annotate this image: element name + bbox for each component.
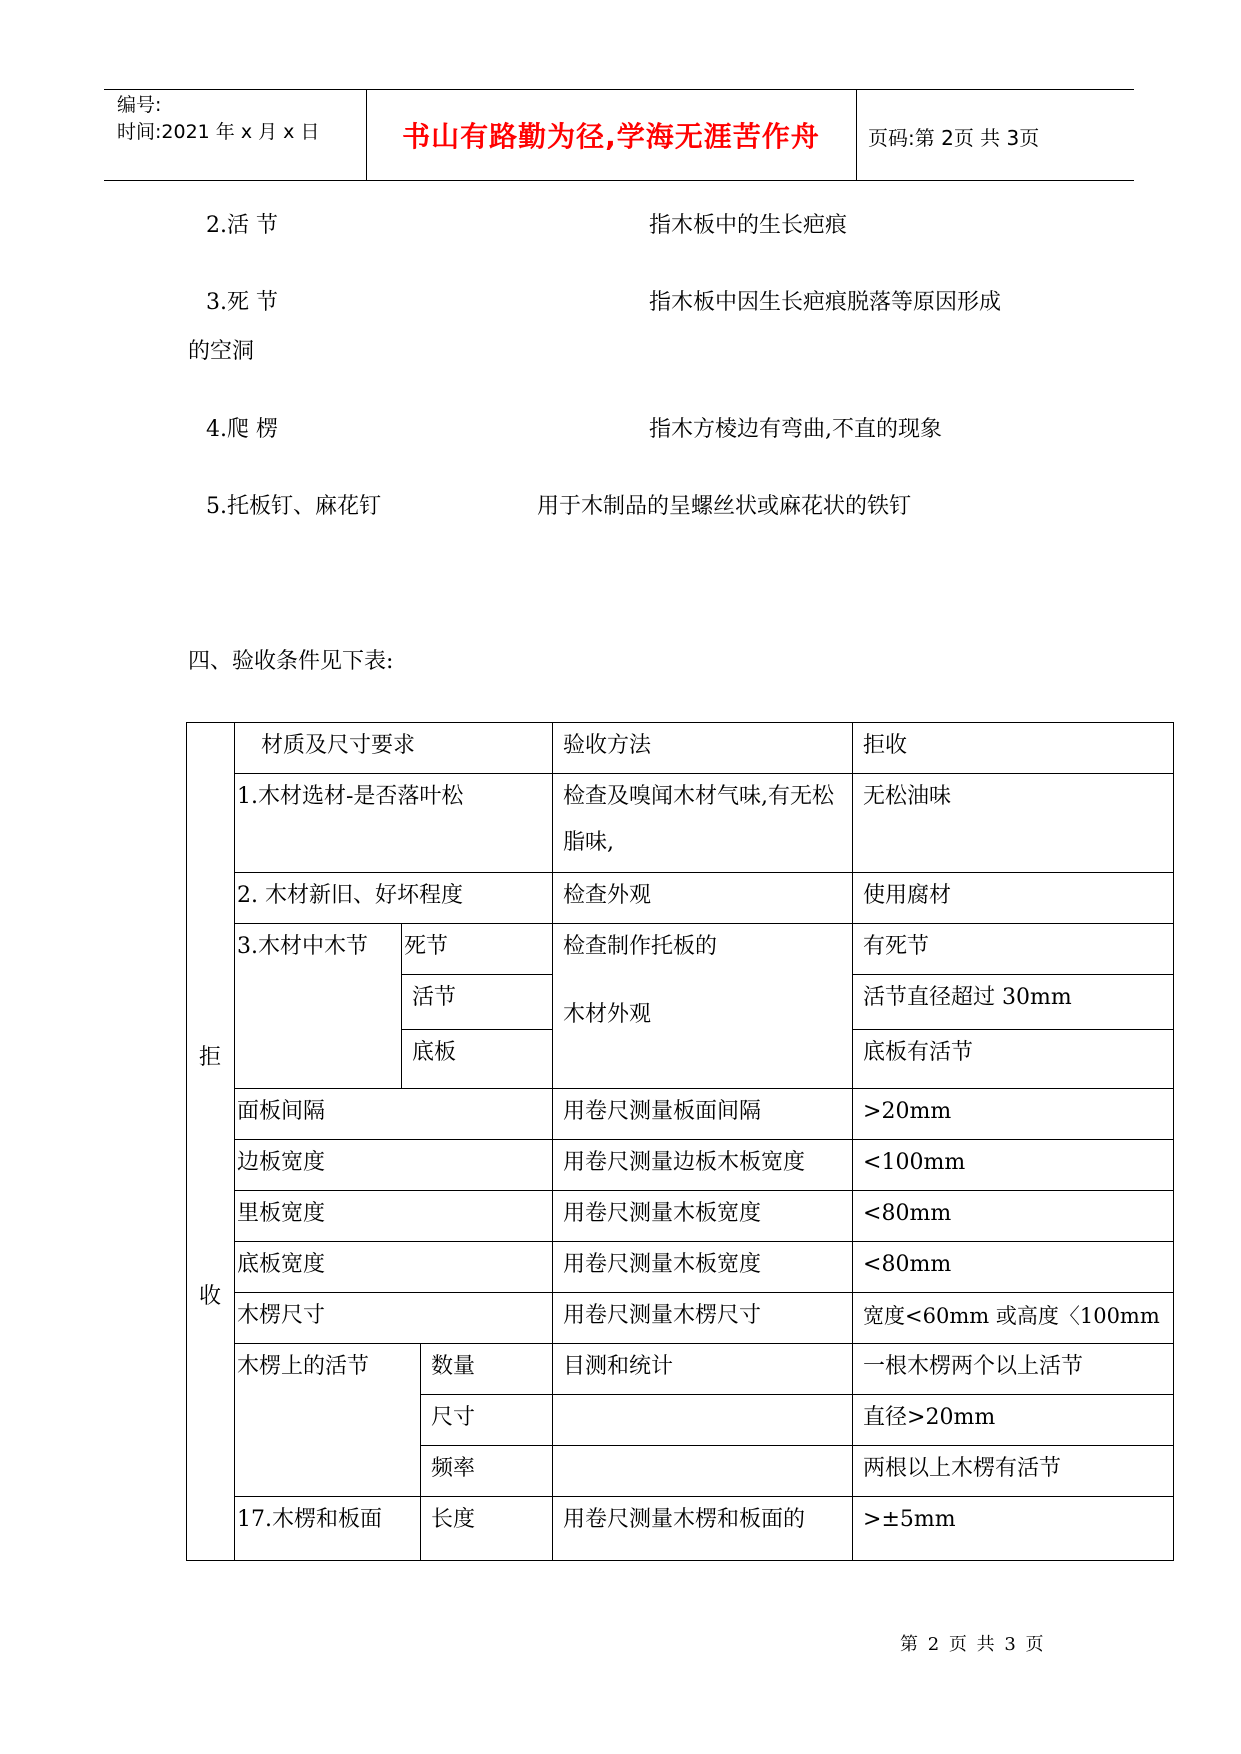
table-row: [187, 1293, 1174, 1344]
table-header-row: [187, 723, 1174, 774]
table-row: [187, 873, 1174, 924]
sub-item-cell: 活节: [402, 975, 553, 1030]
requirement-cell: 2. 木材新旧、好坏程度: [235, 873, 553, 924]
method-cell: 用卷尺测量木楞和板面的: [553, 1497, 853, 1561]
requirement-cell: 边板宽度: [235, 1140, 553, 1191]
term-desc-cont: 的空洞: [188, 339, 255, 364]
reject-cell: >±5mm: [853, 1497, 1174, 1561]
reject-cell: >20mm: [853, 1089, 1174, 1140]
requirement-cell: 里板宽度: [235, 1191, 553, 1242]
reject-cell: <100mm: [853, 1140, 1174, 1191]
header-motto: 书山有路勤为径,学海无涯苦作舟: [402, 120, 820, 153]
table-row: [187, 1344, 1174, 1395]
reject-cell: 底板有活节: [853, 1030, 1174, 1089]
term-name: 5.托板钉、麻花钉: [206, 494, 381, 519]
method-cell: 检查及嗅闻木材气味,有无松脂味,: [553, 774, 853, 873]
method-cell: 用卷尺测量木楞尺寸: [553, 1293, 853, 1344]
sub-item-cell: 频率: [421, 1446, 553, 1497]
reject-cell: <80mm: [853, 1191, 1174, 1242]
requirement-cell: 面板间隔: [235, 1089, 553, 1140]
method-cell: [553, 924, 853, 1089]
column-header: 材质及尺寸要求: [235, 723, 553, 774]
page-footer: 第 2 页 共 3 页: [900, 1634, 1046, 1655]
term-desc: 指木板中因生长疤痕脱落等原因形成: [649, 290, 1002, 315]
method-line: 检查制作托板的: [563, 934, 718, 959]
header-top-rule: [104, 89, 1134, 90]
requirement-cell: 木楞尺寸: [235, 1293, 553, 1344]
method-line: 木材外观: [563, 1002, 652, 1027]
reject-cell: 一根木楞两个以上活节: [853, 1344, 1174, 1395]
method-cell: [553, 1395, 853, 1446]
table-row: [187, 1140, 1174, 1191]
reject-cell: 无松油味: [853, 774, 1174, 873]
term-desc: 指木板中的生长疤痕: [649, 213, 848, 238]
term-name: 2.活 节: [206, 213, 278, 238]
header-divider: [856, 89, 857, 181]
acceptance-table: [186, 722, 1174, 1561]
method-cell: 检查外观: [553, 873, 853, 924]
reject-cell: 使用腐材: [853, 873, 1174, 924]
header-page-info: 页码:第 2页 共 3页: [868, 126, 1040, 150]
time-label: 时间:2021 年 x 月 x 日: [117, 121, 320, 143]
reject-column-char: 拒: [199, 1045, 222, 1070]
table-row: [187, 1191, 1174, 1242]
term-name: 3.死 节: [206, 290, 278, 315]
number-label: 编号:: [117, 94, 162, 116]
reject-cell: <80mm: [853, 1242, 1174, 1293]
requirement-cell: 3.木材中木节: [235, 924, 402, 1089]
method-cell: 用卷尺测量木板宽度: [553, 1191, 853, 1242]
term-name: 4.爬 楞: [206, 417, 278, 442]
table-row: [187, 924, 1174, 975]
reject-cell: 两根以上木楞有活节: [853, 1446, 1174, 1497]
sub-item-cell: 尺寸: [421, 1395, 553, 1446]
requirement-cell: 木楞上的活节: [235, 1344, 421, 1497]
method-cell: [553, 1446, 853, 1497]
sub-item-cell: 数量: [421, 1344, 553, 1395]
reject-column-char: 收: [199, 1284, 222, 1309]
requirement-cell: 1.木材选材-是否落叶松: [235, 774, 553, 873]
reject-cell: 宽度<60mm 或高度〈100mm: [853, 1293, 1174, 1344]
reject-cell: 活节直径超过 30mm: [853, 975, 1174, 1030]
method-cell: 用卷尺测量木板宽度: [553, 1242, 853, 1293]
table-row: [187, 1089, 1174, 1140]
reject-cell: 直径>20mm: [853, 1395, 1174, 1446]
requirement-cell: 17.木楞和板面: [235, 1497, 421, 1561]
reject-cell: 有死节: [853, 924, 1174, 975]
sub-item-cell: 死节: [402, 924, 553, 975]
term-desc: 用于木制品的呈螺丝状或麻花状的铁钉: [537, 494, 912, 519]
term-desc: 指木方棱边有弯曲,不直的现象: [649, 417, 942, 442]
table-row: [187, 1497, 1174, 1561]
header-bottom-rule: [104, 180, 1134, 181]
header-meta: [117, 92, 319, 146]
sub-item-cell: 长度: [421, 1497, 553, 1561]
column-header: 拒收: [853, 723, 1174, 774]
requirement-cell: 底板宽度: [235, 1242, 553, 1293]
column-header: 验收方法: [553, 723, 853, 774]
method-cell: 用卷尺测量边板木板宽度: [553, 1140, 853, 1191]
method-cell: 目测和统计: [553, 1344, 853, 1395]
reject-column: [187, 723, 235, 1561]
table-row: [187, 774, 1174, 873]
table-row: [187, 1242, 1174, 1293]
section-title: 四、验收条件见下表:: [188, 649, 394, 674]
sub-item-cell: 底板: [402, 1030, 553, 1089]
method-cell: 用卷尺测量板面间隔: [553, 1089, 853, 1140]
